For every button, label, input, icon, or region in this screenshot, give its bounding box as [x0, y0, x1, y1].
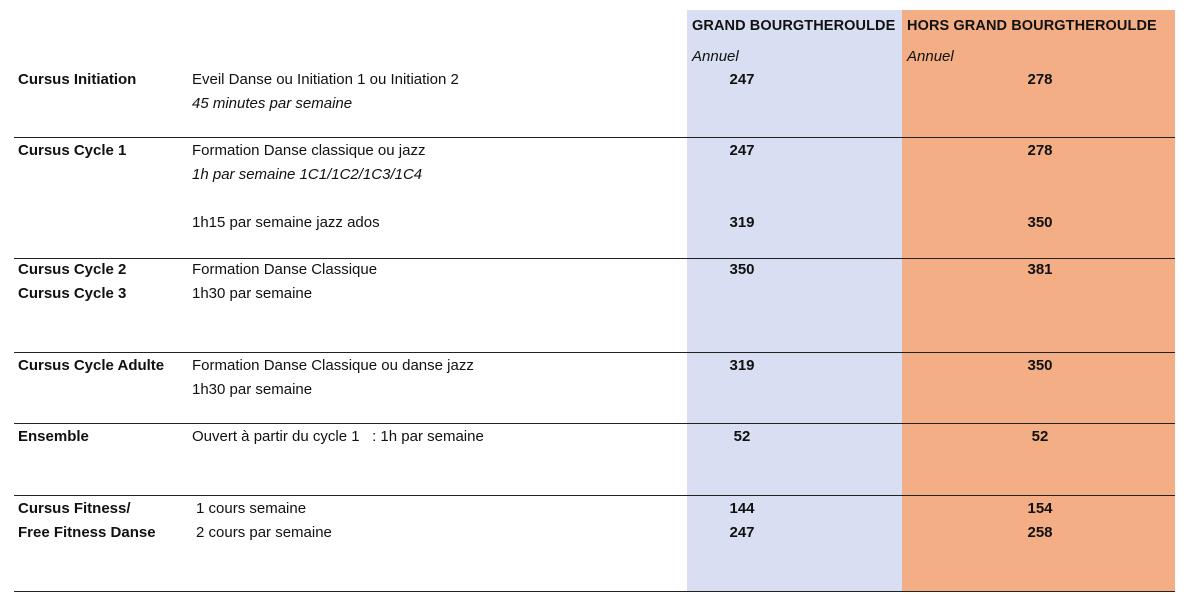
- row-category: Cursus Initiation: [18, 71, 137, 88]
- row-description: Formation Danse Classique ou danse jazz: [192, 357, 474, 374]
- row-category: Cursus Cycle 2: [18, 261, 127, 278]
- price-gb: 319: [729, 357, 755, 374]
- row-divider: [14, 352, 1175, 353]
- row-category: Cursus Cycle 3: [18, 285, 127, 302]
- row-divider: [14, 423, 1175, 424]
- row-description: Formation Danse Classique: [192, 261, 378, 278]
- row-divider: [14, 137, 1175, 138]
- row-category: Cursus Cycle 1: [18, 142, 127, 159]
- price-gb: 319: [729, 214, 755, 231]
- price-gb: 52: [733, 428, 751, 445]
- row-detail: 1h15 par semaine jazz ados: [192, 214, 380, 231]
- row-category: Free Fitness Danse: [18, 524, 156, 541]
- price-gb: 247: [729, 142, 755, 159]
- price-hg: 258: [1027, 524, 1053, 541]
- subheader-annuel-gb: Annuel: [692, 48, 739, 65]
- price-gb: 350: [729, 261, 755, 278]
- row-description: Formation Danse classique ou jazz: [192, 142, 426, 159]
- row-category: Ensemble: [18, 428, 89, 445]
- header-hors-grand-bourgtheroulde: HORS GRAND BOURGTHEROULDE: [907, 18, 1157, 34]
- header-grand-bourgtheroulde: GRAND BOURGTHEROULDE: [692, 18, 896, 34]
- row-description: 1 cours semaine: [196, 500, 307, 517]
- row-divider: [14, 591, 1175, 592]
- row-category: Cursus Cycle Adulte: [18, 357, 165, 374]
- row-detail: 1h30 par semaine: [192, 285, 313, 302]
- row-detail: 45 minutes par semaine: [192, 95, 353, 112]
- price-gb: 247: [729, 71, 755, 88]
- price-gb: 247: [729, 524, 755, 541]
- row-category: Cursus Fitness/: [18, 500, 131, 517]
- price-hg: 278: [1027, 71, 1053, 88]
- row-divider: [14, 495, 1175, 496]
- price-hg: 52: [1031, 428, 1049, 445]
- price-hg: 350: [1027, 357, 1053, 374]
- row-description: Ouvert à partir du cycle 1 : 1h par semaine: [192, 428, 484, 445]
- price-hg: 381: [1027, 261, 1053, 278]
- row-detail: 1h par semaine 1C1/1C2/1C3/1C4: [192, 166, 423, 183]
- row-detail: 2 cours par semaine: [196, 524, 332, 541]
- subheader-annuel-hg: Annuel: [907, 48, 954, 65]
- price-hg: 350: [1027, 214, 1053, 231]
- price-hg: 278: [1027, 142, 1053, 159]
- price-hg: 154: [1027, 500, 1053, 517]
- row-detail: 1h30 par semaine: [192, 381, 313, 398]
- price-gb: 144: [729, 500, 755, 517]
- row-description: Eveil Danse ou Initiation 1 ou Initiation 2: [192, 71, 459, 88]
